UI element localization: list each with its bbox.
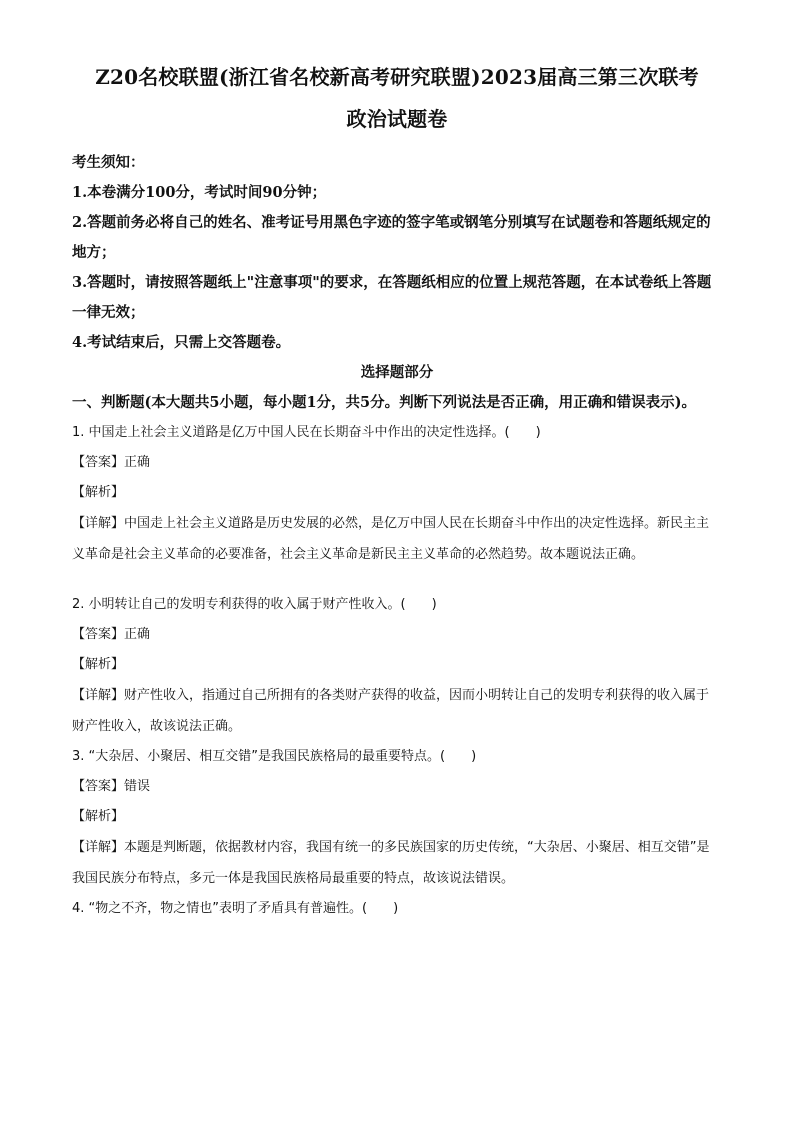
analysis-label: 【解析】	[72, 485, 125, 500]
notice-heading: 考生须知：	[72, 154, 145, 171]
question-text: 1. 中国走上社会主义道路是亿万中国人民在长期奋斗中作出的决定性选择。( )	[72, 425, 541, 440]
part-heading: 一、判断题(本大题共5小题，每小题1分，共5分。判断下列说法是否正确，用正确和错误表示)。	[72, 394, 696, 411]
question-text: 2. 小明转让自己的发明专利获得的收入属于财产性收入。( )	[72, 597, 437, 612]
answer-row	[72, 772, 722, 802]
detail-label: 【详解】	[72, 688, 125, 703]
detail-text: 财产性收入，指通过自己所拥有的各类财产获得的收益，因而小明转让自己的发明专利获得的收入属于财产性收入，故该说法正确。	[72, 688, 710, 734]
answer-value: 错误	[124, 779, 151, 794]
exam-notice	[72, 148, 722, 358]
section-title: 选择题部分	[360, 364, 434, 381]
spacer	[72, 570, 722, 590]
question-text: 3. “大杂居、小聚居、相互交错”是我国民族格局的最重要特点。( )	[72, 749, 477, 764]
notice-item: 1.本卷满分100分，考试时间90分钟；	[72, 184, 327, 201]
detail-row	[72, 680, 722, 742]
answer-label: 【答案】	[72, 779, 125, 794]
answer-row	[72, 448, 722, 478]
analysis-label: 【解析】	[72, 657, 125, 672]
answer-row	[72, 620, 722, 650]
question-block	[72, 590, 722, 742]
detail-text: 本题是判断题，依据教材内容，我国有统一的多民族国家的历史传统，“大杂居、小聚居、相互交错”是我国民族分布特点，多元一体是我国民族格局最重要的特点，故该说法错误。	[72, 840, 710, 886]
answer-value: 正确	[124, 627, 151, 642]
detail-label: 【详解】	[72, 840, 125, 855]
detail-label: 【详解】	[72, 516, 125, 531]
document-subtitle: 政治试题卷	[346, 107, 448, 131]
question-text: 4. “物之不齐，物之情也”表明了矛盾具有普遍性。( )	[72, 901, 399, 916]
question-block	[72, 742, 722, 894]
notice-item: 4.考试结束后，只需上交答题卷。	[72, 334, 291, 351]
answer-label: 【答案】	[72, 627, 125, 642]
detail-text: 中国走上社会主义道路是历史发展的必然，是亿万中国人民在长期奋斗中作出的决定性选择。新民主主义革命是社会主义革命的必要准备，社会主义革命是新民主主义革命的必然趋势。故本题说法正确。	[72, 516, 710, 562]
detail-row	[72, 832, 722, 894]
detail-row	[72, 508, 722, 570]
analysis-label: 【解析】	[72, 809, 125, 824]
document-title: Z20名校联盟(浙江省名校新高考研究联盟)2023届高三第三次联考	[95, 65, 699, 89]
notice-item: 2.答题前务必将自己的姓名、准考证号用黑色字迹的签字笔或钢笔分别填写在试题卷和答题纸规定的地方；	[72, 214, 711, 261]
notice-item: 3.答题时，请按照答题纸上"注意事项"的要求，在答题纸相应的位置上规范答题，在本试卷纸上答题一律无效；	[72, 274, 712, 321]
answer-label: 【答案】	[72, 455, 125, 470]
question-block	[72, 418, 722, 570]
question-block	[72, 894, 722, 924]
answer-value: 正确	[124, 455, 151, 470]
